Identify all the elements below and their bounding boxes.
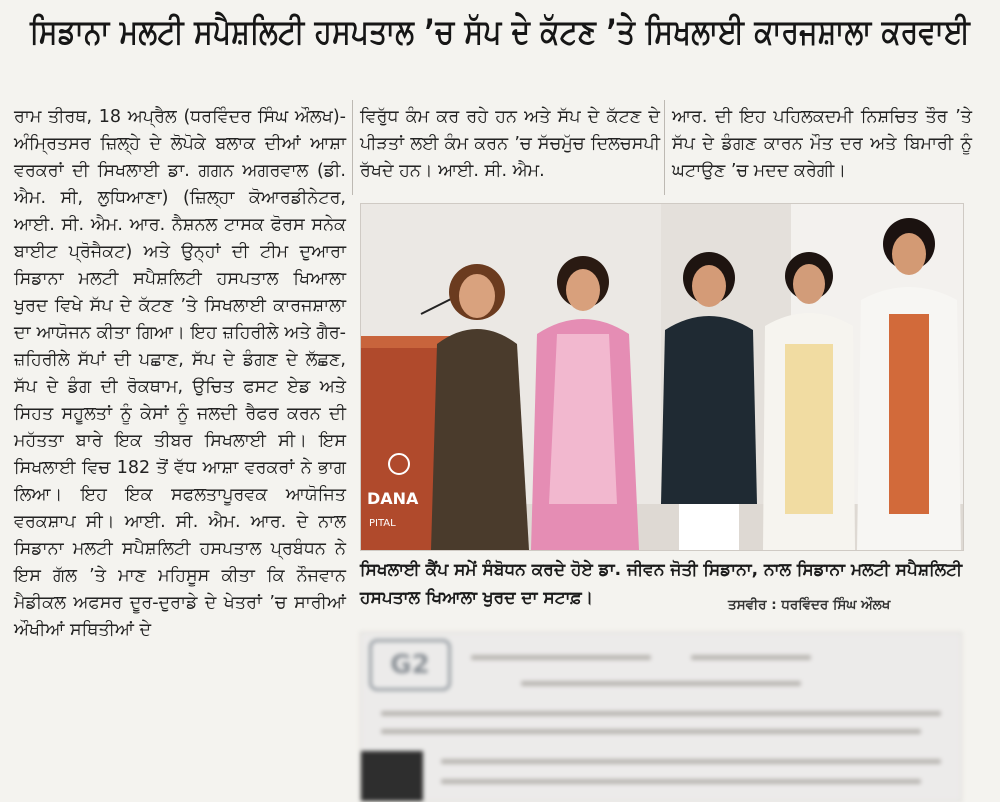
article-column-left: ਰਾਮ ਤੀਰਥ, 18 ਅਪ੍ਰੈਲ (ਧਰਵਿੰਦਰ ਸਿੰਘ ਔਲਖ)-ਅੰਮ੍ਰਿਤਸਰ ਜ਼ਿਲ੍ਹੇ ਦੇ ਲੋਪੋਕੇ ਬਲਾਕ ਦੀਆਂ ਆਸ਼ਾ ਵਰਕਰਾਂ ਦੀ ਸਿਖਲਾਈ ਡਾ. ਗਗਨ ਅਗਰਵਾਲ (ਡੀ. ਐਮ. ਸੀ, ਲੁਧਿਆਣਾ) (ਜ਼ਿਲ੍ਹਾ ਕੋਆਰਡੀਨੇਟਰ, ਆਈ. ਸੀ. ਐਮ. ਆਰ. ਨੈਸ਼ਨਲ ਟਾਸਕ ਫੋਰਸ ਸਨੇਕ ਬਾਈਟ ਪ੍ਰੋਜੈਕਟ) ਅਤੇ ਉਨ੍ਹਾਂ ਦੀ ਟੀਮ ਦੁਆਰਾ ਸਿਡਾਨਾ ਮਲਟੀ ਸਪੈਸ਼ਲਿਟੀ ਹਸਪਤਾਲ ਖਿਆਲਾ ਖੁਰਦ ਵਿਖੇ ਸੱਪ ਦੇ ਕੱਟਣ ’ਤੇ ਸਿਖਲਾਈ ਕਾਰਜਸ਼ਾਲਾ ਦਾ ਆਯੋਜਨ ਕੀਤਾ ਗਿਆ। ਇਹ ਜ਼ਹਿਰੀਲੇ ਅਤੇ ਗੈਰ-ਜ਼ਹਿਰੀਲੇ ਸੱਪਾਂ ਦੀ ਪਛਾਣ, ਸੱਪ ਦੇ ਡੰਗਣ ਦੇ ਲੱਛਣ, ਸੱਪ ਦੇ ਡੰਗ ਦੀ ਰੋਕਥਾਮ, ਉਚਿਤ ਫਸਟ ਏਡ ਅਤੇ ਸਿਹਤ ਸਹੂਲਤਾਂ ਨੂੰ ਕੇਸਾਂ ਨੂੰ ਜਲਦੀ ਰੈਫਰ ਕਰਨ ਦੀ ਮਹੱਤਤਾ ਬਾਰੇ ਇਕ ਤੀਬਰ ਸਿਖਲਾਈ ਸੀ। ਇਸ ਸਿਖਲਾਈ ਵਿਚ 182 ਤੋਂ ਵੱਧ ਆਸ਼ਾ ਵਰਕਰਾਂ ਨੇ ਭਾਗ ਲਿਆ। ਇਹ ਇਕ ਸਫਲਤਾਪੂਰਵਕ ਆਯੋਜਿਤ ਵਰਕਸ਼ਾਪ ਸੀ। ਆਈ. ਸੀ. ਐਮ. ਆਰ. ਦੇ ਨਾਲ ਸਿਡਾਨਾ ਮਲਟੀ ਸਪੈਸ਼ਲਿਟੀ ਹਸਪਤਾਲ ਪ੍ਰਬੰਧਨ ਨੇ ਇਸ ਗੱਲ ’ਤੇ ਮਾਣ ਮਹਿਸੂਸ ਕੀਤਾ ਕਿ ਨੌਜਵਾਨ ਮੈਡੀਕਲ ਅਫਸਰ ਦੂਰ-ਦੁਰਾਡੇ ਦੇ ਖੇਤਰਾਂ ’ਚ ਸਾਰੀਆਂ ਔਖੀਆਂ ਸਥਿਤੀਆਂ ਦੇ <box>14 107 346 640</box>
headline: ਸਿਡਾਨਾ ਮਲਟੀ ਸਪੈਸ਼ਲਿਟੀ ਹਸਪਤਾਲ ’ਚ ਸੱਪ ਦੇ ਕੱਟਣ ’ਤੇ ਸਿਖਲਾਈ ਕਾਰਜਸ਼ਾਲਾ ਕਰਵਾਈ <box>30 12 971 52</box>
news-photo <box>360 203 964 551</box>
article-column-right: ਆਰ. ਦੀ ਇਹ ਪਹਿਲਕਦਮੀ ਨਿਸ਼ਚਿਤ ਤੌਰ ’ਤੇ ਸੱਪ ਦੇ ਡੰਗਣ ਕਾਰਨ ਮੌਤ ਦਰ ਅਤੇ ਬਿਮਾਰੀ ਨੂੰ ਘਟਾਉਣ ’ਚ ਮਦਦ ਕਰੇਗੀ। <box>672 107 972 181</box>
photo-credit: ਤਸਵੀਰ : ਧਰਵਿੰਦਰ ਸਿੰਘ ਔਲਖ <box>728 597 891 613</box>
podium-sign-text: DANA <box>367 489 419 508</box>
news-photo-illustration <box>361 204 963 550</box>
article-column-middle: ਵਿਰੁੱਧ ਕੰਮ ਕਰ ਰਹੇ ਹਨ ਅਤੇ ਸੱਪ ਦੇ ਕੱਟਣ ਦੇ ਪੀੜਤਾਂ ਲਈ ਕੰਮ ਕਰਨ ’ਚ ਸੱਚਮੁੱਚ ਦਿਲਚਸਪੀ ਰੱਖਦੇ ਹਨ। ਆਈ. ਸੀ. ਐਮ. <box>360 107 660 181</box>
blurred-advertisement <box>360 632 962 802</box>
ad-logo: G2 <box>369 639 451 691</box>
photo-caption: ਸਿਖਲਾਈ ਕੈਂਪ ਸਮੇਂ ਸੰਬੋਧਨ ਕਰਦੇ ਹੋਏ ਡਾ. ਜੀਵਨ ਜੋਤੀ ਸਿਡਾਨਾ, ਨਾਲ ਸਿਡਾਨਾ ਮਲਟੀ ਸਪੈਸ਼ਲਿਟੀ ਹਸਪਤਾਲ ਖਿਆਲਾ ਖੁਰਦ ਦਾ ਸਟਾਫ਼। <box>360 560 963 608</box>
podium-sign-subtext: PITAL <box>369 518 396 529</box>
